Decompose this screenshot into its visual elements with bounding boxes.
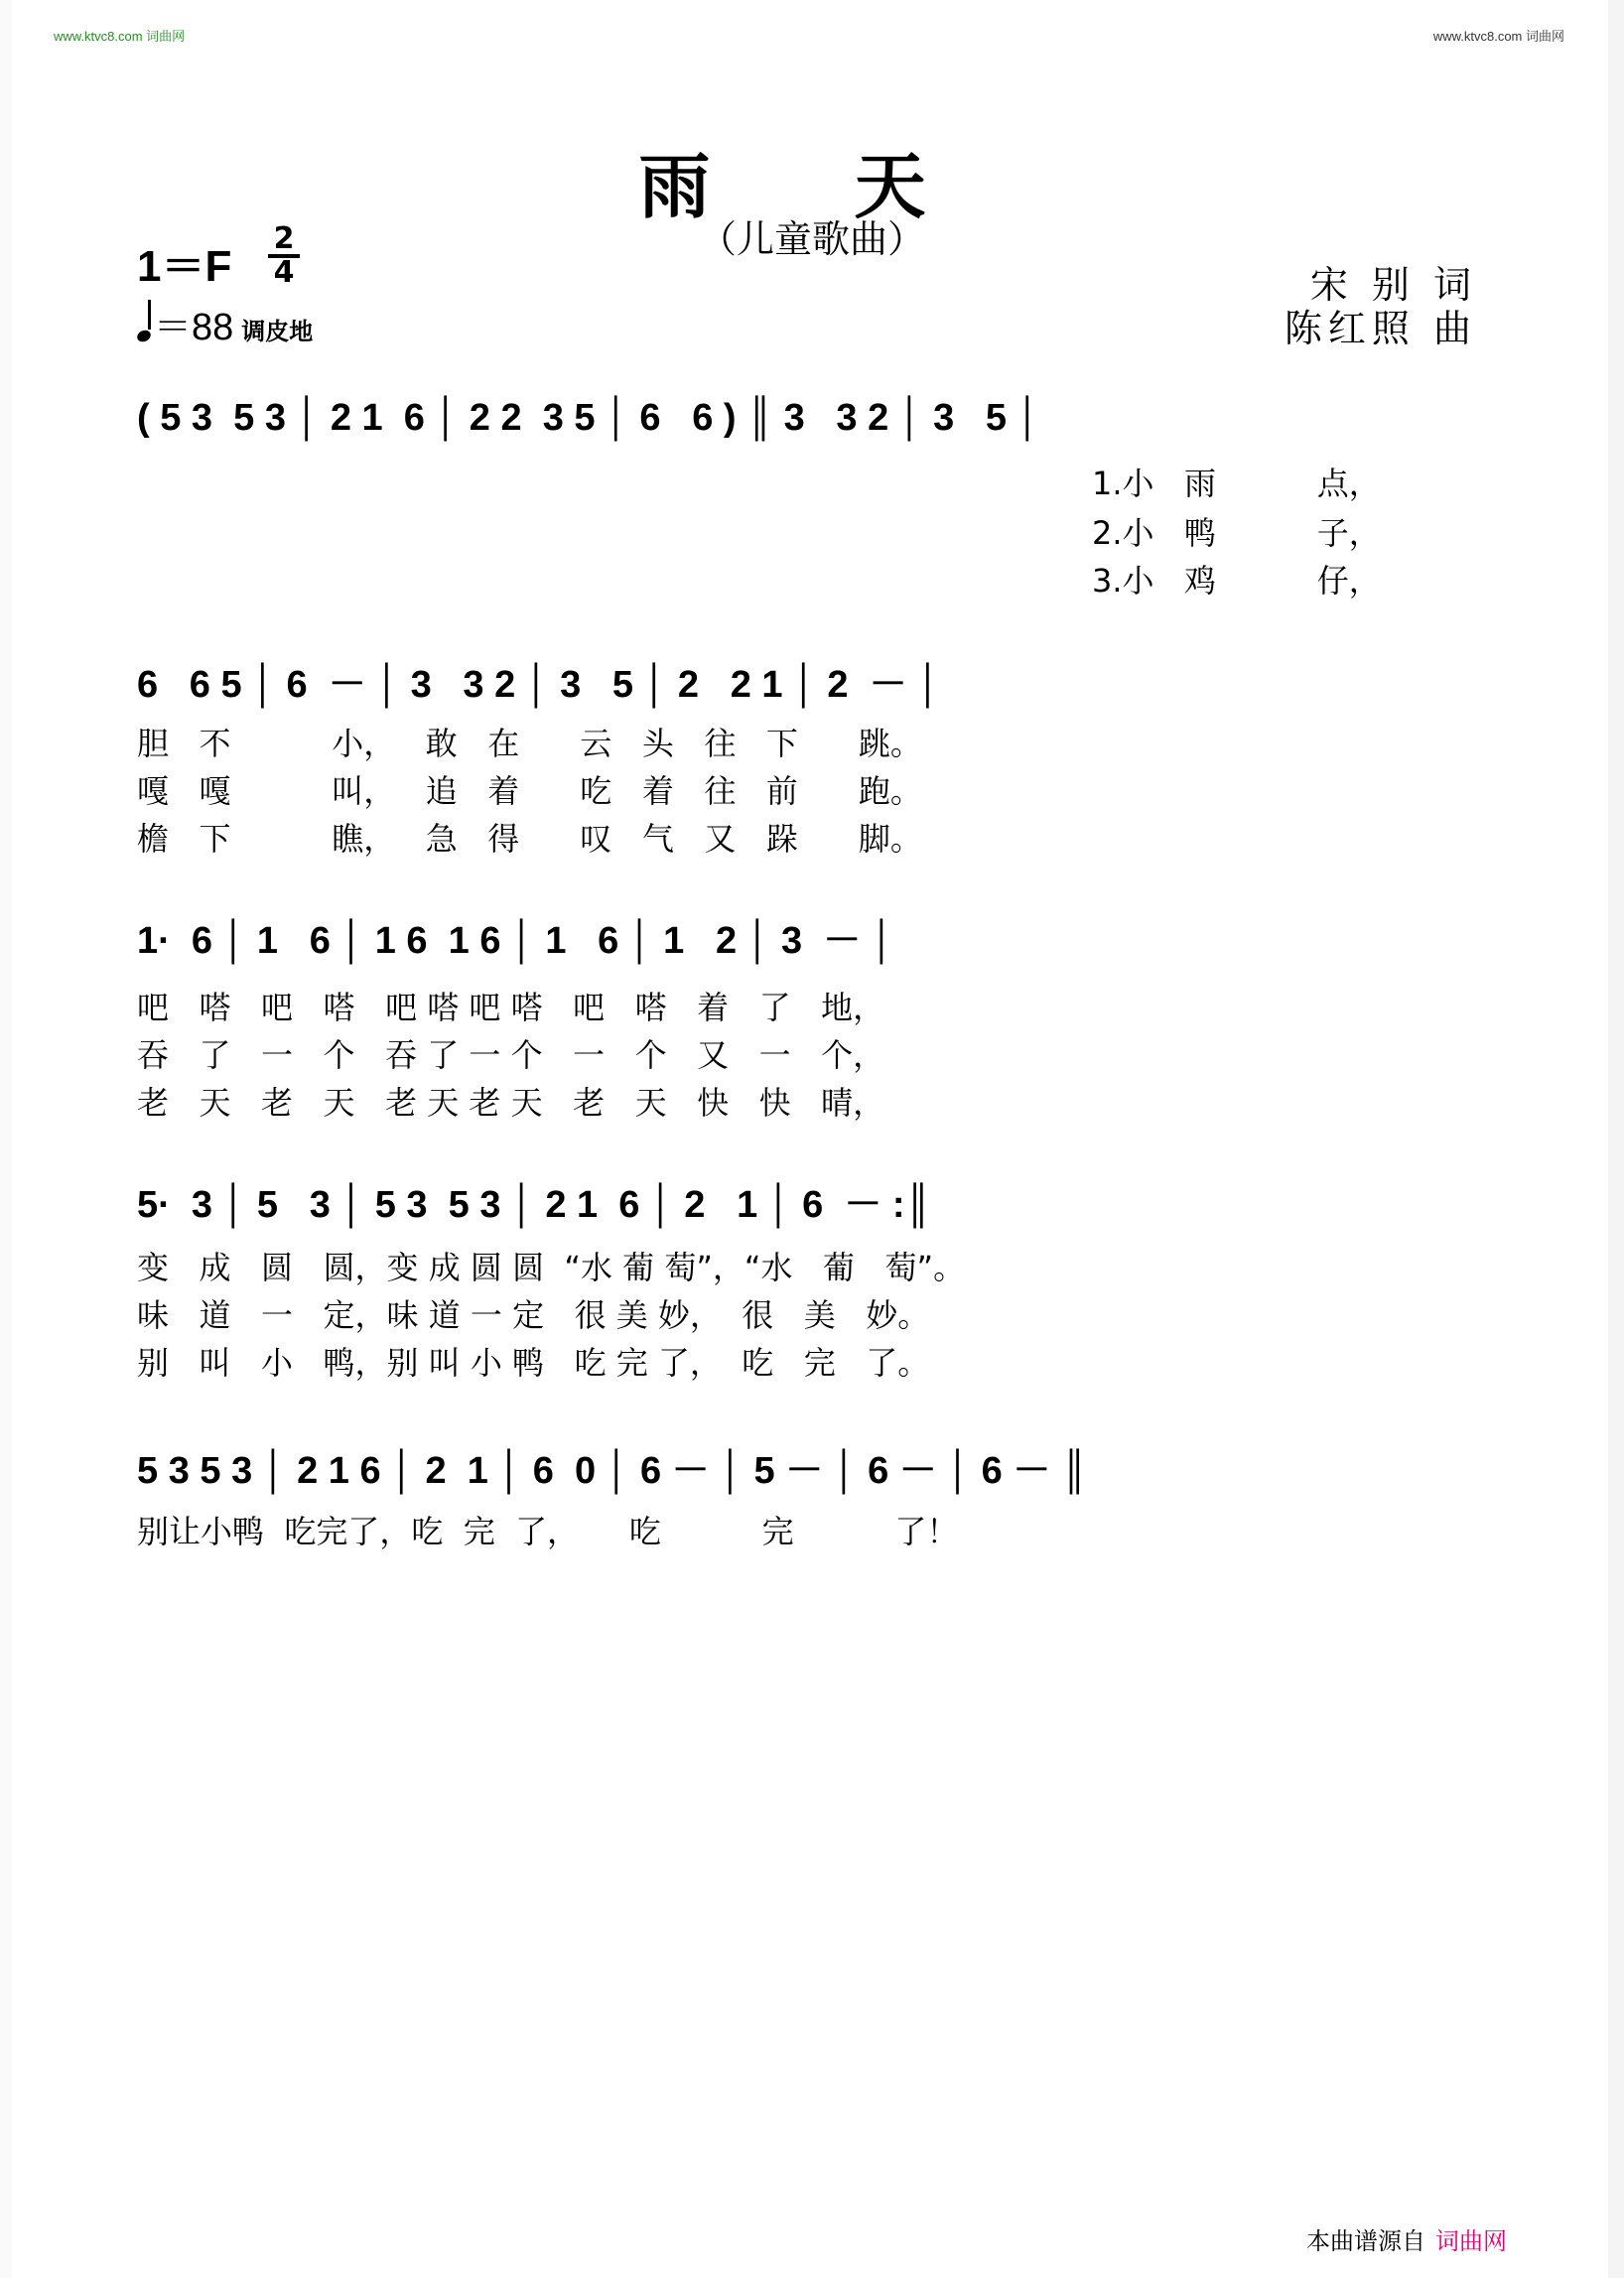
lyric-line-4-verse-3: 别 叫 小 鸭，别 叫 小 鸭 吃 完 了， 吃 完 了。 bbox=[137, 1344, 930, 1382]
notation-line-4: 5· 3 │ 5 3 │ 5 3 5 3 │ 2 1 6 │ 2 1 │ 6 － :║ bbox=[137, 1184, 932, 1226]
notation-line-5: 5 3 5 3 │ 2 1 6 │ 2 1 │ 6 0 │ 6 － │ 5 － │ 6 － │ 6 － ║ bbox=[137, 1450, 1088, 1492]
tempo-marking bbox=[137, 296, 313, 350]
lyric-line-1-verse-2: 2.小 鸭 子， bbox=[1092, 514, 1381, 552]
lyric-line-2-verse-3: 檐 下 瞧， 急 得 叹 气 又 跺 脚。 bbox=[137, 820, 922, 858]
composer-credit: 陈红照 曲 bbox=[1284, 307, 1477, 350]
lyric-line-4-verse-1: 变 成 圆 圆，变 成 圆 圆 “水 葡 萄”，“水 葡 萄”。 bbox=[137, 1249, 966, 1286]
lyric-line-2-verse-1: 胆 不 小， 敢 在 云 头 往 下 跳。 bbox=[137, 725, 922, 762]
lyric-line-1-verse-1: 1.小 雨 点， bbox=[1092, 465, 1381, 502]
time-signature-top: 2 bbox=[273, 221, 295, 256]
source-attribution bbox=[1306, 2221, 1507, 2256]
song-title: 雨 天 bbox=[638, 145, 986, 228]
lyric-line-3-verse-2: 吞 了 一 个 吞 了 一 个 一 个 又 一 个， bbox=[137, 1036, 885, 1074]
lyric-line-2-verse-2: 嘎 嘎 叫， 追 着 吃 着 往 前 跑。 bbox=[137, 772, 922, 810]
song-subtitle: （儿童歌曲） bbox=[698, 217, 925, 261]
key-signature: 1＝F bbox=[137, 242, 232, 291]
right-margin-strip bbox=[1608, 0, 1624, 2278]
lyricist-credit: 宋 别 词 bbox=[1309, 263, 1477, 307]
time-signature-bottom: 4 bbox=[273, 255, 295, 290]
lyric-line-1-verse-3: 3.小 鸡 仔， bbox=[1092, 562, 1381, 600]
tempo-value: ＝88 bbox=[154, 307, 234, 348]
notation-line-2: 6 6 5 │ 6 － │ 3 3 2 │ 3 5 │ 2 2 1 │ 2 － │ bbox=[137, 664, 941, 706]
notation-line-3: 1· 6 │ 1 6 │ 1 6 1 6 │ 1 6 │ 1 2 │ 3 － │ bbox=[137, 920, 895, 962]
source-label: 本曲谱源自 bbox=[1306, 2227, 1425, 2255]
source-brand-link[interactable]: 词曲网 bbox=[1435, 2227, 1507, 2255]
lyric-line-3-verse-1: 吧 嗒 吧 嗒 吧 嗒 吧 嗒 吧 嗒 着 了 地， bbox=[137, 989, 885, 1026]
time-signature bbox=[266, 221, 302, 290]
lyric-line-3-verse-3: 老 天 老 天 老 天 老 天 老 天 快 快 晴， bbox=[137, 1084, 885, 1122]
expression-mark: 调皮地 bbox=[241, 319, 314, 345]
site-watermark-right: www.ktvc8.com 词曲网 bbox=[1432, 29, 1564, 44]
site-watermark-left: www.ktvc8.com 词曲网 bbox=[54, 29, 186, 44]
quarter-note-stem bbox=[148, 300, 151, 330]
quarter-note-icon bbox=[135, 329, 152, 344]
lyric-line-4-verse-2: 味 道 一 定，味 道 一 定 很 美 妙， 很 美 妙。 bbox=[137, 1296, 930, 1334]
left-margin-strip bbox=[0, 0, 12, 2278]
lyric-line-5-verse-1: 别让小鸭 吃完了，吃 完 了， 吃 完 了！ bbox=[137, 1513, 959, 1550]
notation-line-1: ( 5 3 5 3 │ 2 1 6 │ 2 2 3 5 │ 6 6 ) ║ 3 3 2 │ 3 5 │ bbox=[137, 397, 1041, 439]
